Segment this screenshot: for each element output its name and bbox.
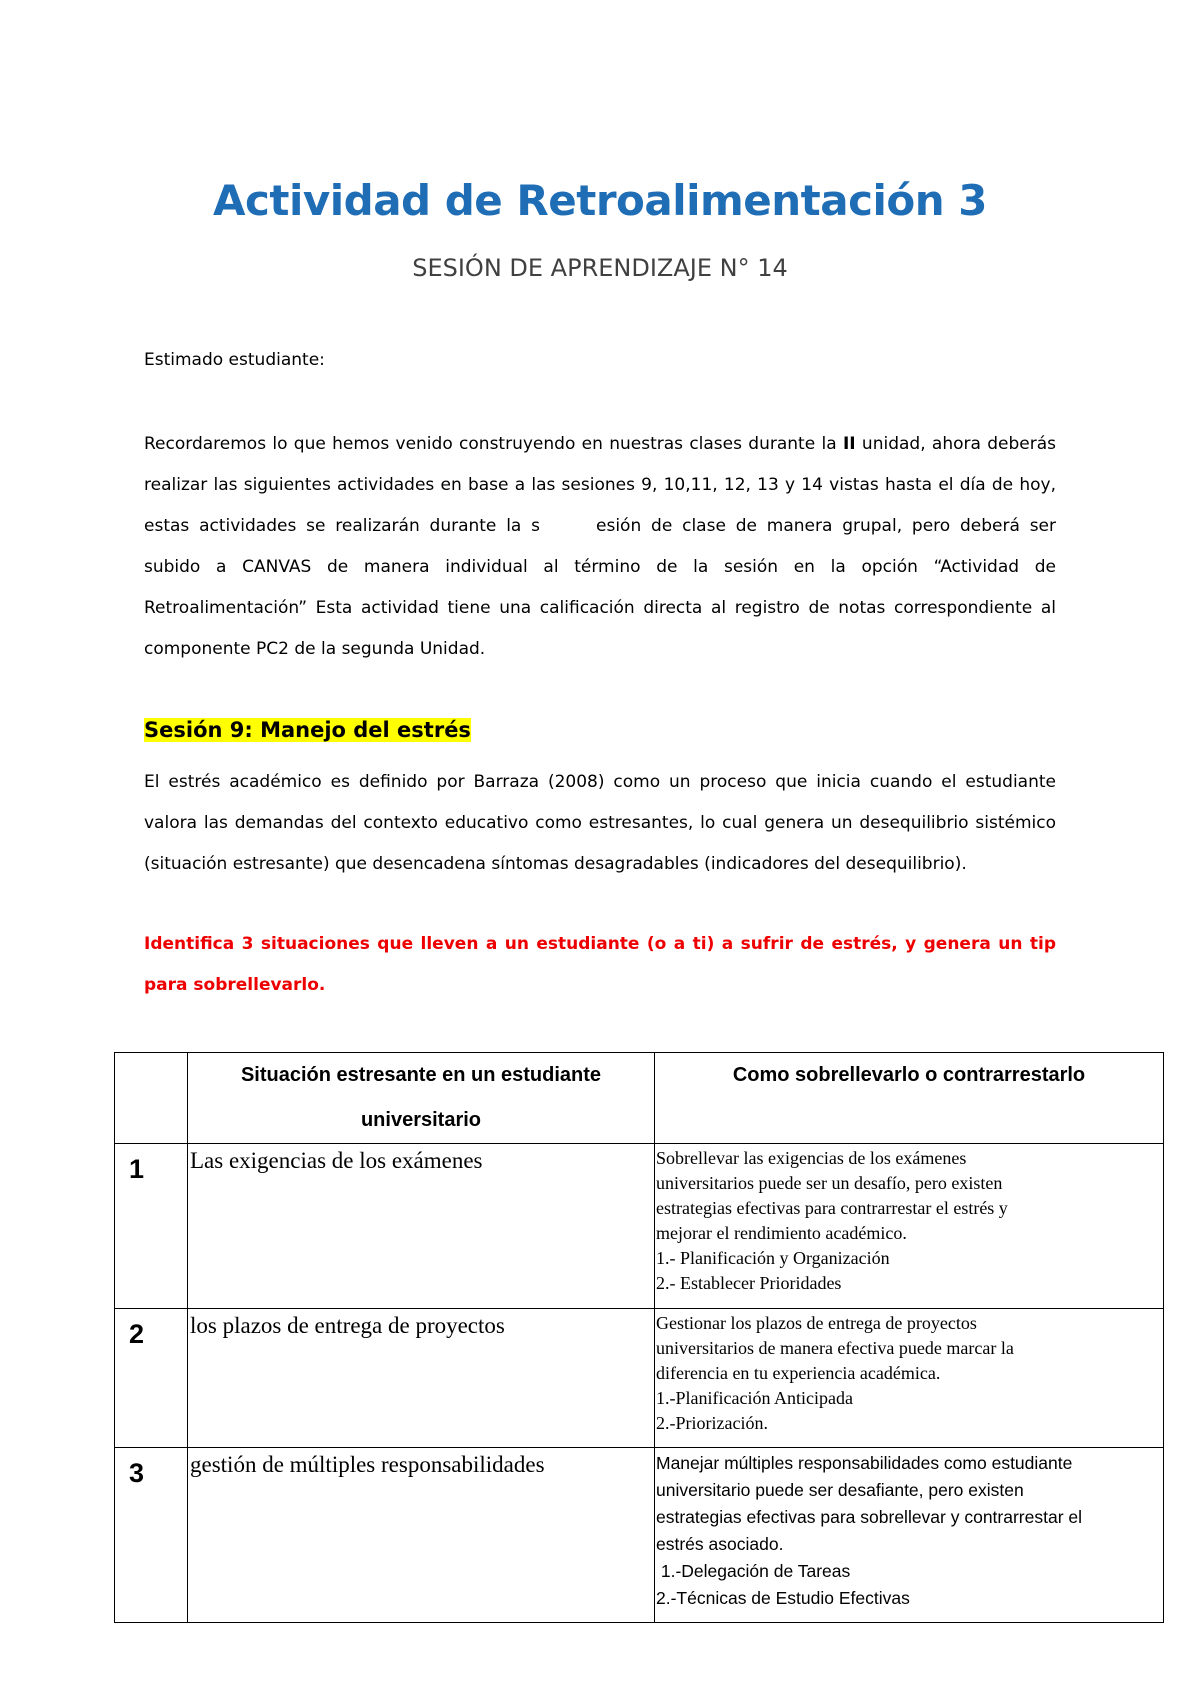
tip-line: Manejar múltiples responsabilidades como estudiante — [656, 1453, 1073, 1473]
row-situation: Las exigencias de los exámenes — [188, 1144, 655, 1309]
tip-line: universitarios de manera efectiva puede marcar la — [656, 1338, 1014, 1358]
tip-line: mejorar el rendimiento académico. — [656, 1223, 907, 1243]
tip-line: estrés asociado. — [656, 1534, 784, 1554]
tip-line: Sobrellevar las exigencias de los exámenes — [656, 1148, 967, 1168]
section-heading-text: Sesión 9: Manejo del estrés — [144, 718, 471, 742]
row-tip — [655, 1309, 1164, 1448]
activity-instruction: Identifica 3 situaciones que lleven a un estudiante (o a ti) a sufrir de estrés, y genera un tip para sobrellevarlo. — [144, 934, 1056, 995]
tip-line: estrategias efectivas para contrarrestar el estrés y — [656, 1198, 1008, 1218]
situations-table — [114, 1052, 1164, 1623]
tip-line: estrategias efectivas para sobrellevar y contrarrestar el — [656, 1507, 1083, 1527]
tip-line: 2.-Priorización. — [656, 1413, 768, 1433]
table-row — [115, 1144, 1164, 1309]
tip-line: universitarios puede ser un desafío, pero existen — [656, 1173, 1003, 1193]
row-number: 3 — [115, 1448, 188, 1623]
header-num — [115, 1053, 188, 1144]
tip-line: universitario puede ser desafiante, pero existen — [656, 1480, 1024, 1500]
document-title: Actividad de Retroalimentación 3 — [213, 176, 987, 225]
section-heading — [144, 718, 471, 742]
tip-line: 1.- Planificación y Organización — [656, 1248, 890, 1268]
header-tip: Como sobrellevarlo o contrarrestarlo — [655, 1053, 1164, 1144]
intro-text-3: esión de clase de manera grupal, pero deberá ser subido a CANVAS de manera individual al término de la sesión en la opción “Actividad de Retroalimentación” Esta actividad tiene una calificación directa al registro de notas correspondiente al componente PC2 de la segunda Unidad. — [144, 516, 1056, 659]
tip-line: Gestionar los plazos de entrega de proyectos — [656, 1313, 977, 1333]
row-tip — [655, 1144, 1164, 1309]
row-number: 2 — [115, 1309, 188, 1448]
table-row — [115, 1309, 1164, 1448]
tip-line: 1.-Planificación Anticipada — [656, 1388, 853, 1408]
tip-line: diferencia en tu experiencia académica. — [656, 1363, 941, 1383]
intro-paragraph — [144, 424, 1056, 670]
row-situation: los plazos de entrega de proyectos — [188, 1309, 655, 1448]
greeting: Estimado estudiante: — [144, 350, 325, 370]
tip-line: 1.-Delegación de Tareas — [656, 1561, 851, 1581]
table-header-row — [115, 1053, 1164, 1144]
intro-text-1: Recordaremos lo que hemos venido construyendo en nuestras clases durante la — [144, 434, 843, 454]
stress-definition: El estrés académico es definido por Barraza (2008) como un proceso que inicia cuando el estudiante valora las demandas del contexto educativo como estresantes, lo cual genera un desequilibrio sistémico (situación estresante) que desencadena síntomas desagradables (indicadores del desequilibrio). — [144, 772, 1056, 874]
row-situation: gestión de múltiples responsabilidades — [188, 1448, 655, 1623]
session-subtitle: SESIÓN DE APRENDIZAJE N° 14 — [412, 254, 788, 282]
intro-unit: II — [842, 434, 856, 454]
intro-text-2: unidad, ahora deberás realizar las siguientes actividades en base a las sesiones 9, 10,11, 12, 13 y 14 vistas hasta el día de hoy, estas actividades se realizarán durante la s — [144, 434, 1057, 536]
row-number: 1 — [115, 1144, 188, 1309]
tip-line: 2.-Técnicas de Estudio Efectivas — [656, 1588, 910, 1608]
tip-line: 2.- Establecer Prioridades — [656, 1273, 842, 1293]
table-row — [115, 1448, 1164, 1623]
header-situation: Situación estresante en un estudiante universitario — [188, 1053, 655, 1144]
row-tip — [655, 1448, 1164, 1623]
